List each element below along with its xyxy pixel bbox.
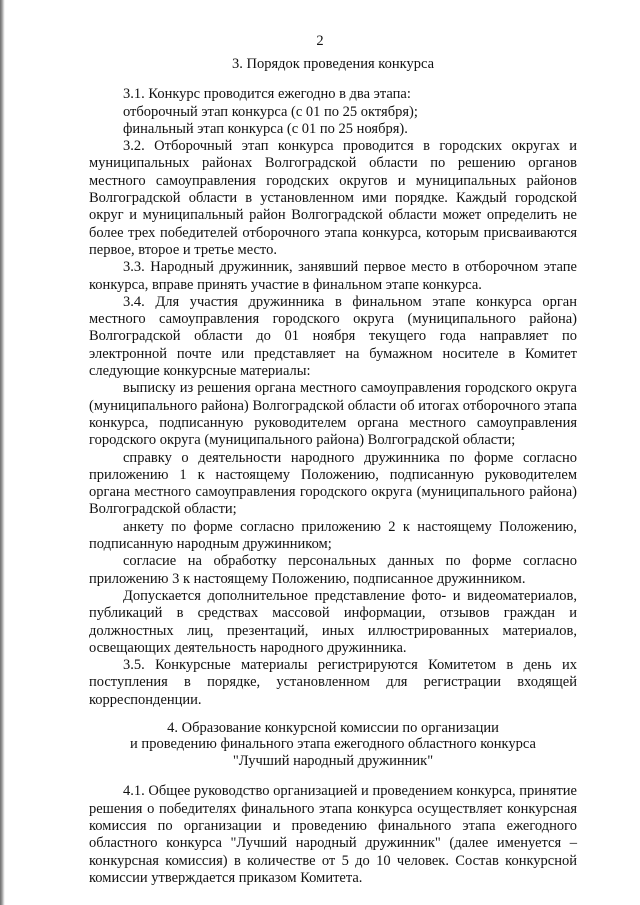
paragraph-3-1-stage-1: отборочный этап конкурса (с 01 по 25 октября); bbox=[123, 103, 418, 120]
paragraph-3-4-questionnaire: анкету по форме согласно приложению 2 к настоящему Положению, подписанную народным дружинником; bbox=[89, 518, 577, 553]
paragraph-3-3: 3.3. Народный дружинник, занявший первое место в отборочном этапе конкурса, вправе принять участие в финальном этапе конкурса. bbox=[89, 259, 577, 293]
paragraph-3-1-stage-2: финальный этап конкурса (с 01 по 25 ноября). bbox=[123, 120, 408, 137]
scan-edge-shadow bbox=[0, 0, 5, 905]
section-4-heading-line: 4. Образование конкурсной комиссии по организации bbox=[167, 719, 499, 736]
section-4-heading-line: и проведению финального этапа ежегодного областного конкурса bbox=[130, 736, 536, 753]
page-number: 2 bbox=[316, 33, 324, 49]
section-4-heading bbox=[89, 720, 577, 770]
paragraph-3-4-consent: согласие на обработку персональных данных по форме согласно приложению 3 к настоящему Положению, подписанное дружинником. bbox=[89, 553, 577, 587]
paragraph-3-1: 3.1. Конкурс проводится ежегодно в два этапа: bbox=[123, 86, 411, 103]
section-3-heading: 3. Порядок проведения конкурса bbox=[231, 56, 435, 72]
paragraph-3-4-extract: выписку из решения органа местного самоуправления городского округа (муниципального района) Волгоградской области об итогах отборочного этапа конкурса, подписанную руководителем органа местного самоуправления городского округа (муниципального района) Волгоградской области; bbox=[89, 380, 577, 449]
paragraph-3-4-certificate: справку о деятельности народного дружинника по форме согласно приложению 1 к настоящему Положению, подписанную руководителем органа местного самоуправления городского округа (муниципального района) Волгоградской области; bbox=[89, 449, 577, 518]
paragraph-3-5: 3.5. Конкурсные материалы регистрируются Комитетом в день их поступления в порядке, установленном для регистрации входящей корреспонденции. bbox=[89, 657, 577, 708]
paragraph-3-4: 3.4. Для участия дружинника в финальном этапе конкурса орган местного самоуправления городского округа (муниципального района) Волгоградской области до 01 ноября текущего года направляет по электронной почте или представляет на бумажном носителе в Комитет следующие конкурсные материалы: bbox=[89, 293, 577, 380]
paragraph-4-1: 4.1. Общее руководство организацией и проведением конкурса, принятие решения о победителях финального этапа конкурса осуществляет конкурсная комиссия по организации и проведению финального этапа ежегодного областного конкурса "Лучший народный дружинник" (далее именуется – конкурсная комиссия) в количестве от 5 до 10 человек. Состав конкурсной комиссии утверждается приказом Комитета. bbox=[89, 783, 577, 886]
document-body bbox=[89, 56, 577, 887]
paragraph-3-4-additional: Допускается дополнительное представление фото- и видеоматериалов, публикаций в средствах массовой информации, отзывов граждан и должностных лиц, презентаций, иных иллюстрированных материалов, освещающих деятельность народного дружинника. bbox=[89, 587, 577, 656]
paragraph-3-2: 3.2. Отборочный этап конкурса проводится в городских округах и муниципальных районах Волгоградской области по решению органов местного самоуправления городских округов и муниципальных районов Волгоградской области в установленном ими порядке. Каждый городской округ и муниципальный район Волгоградской области может определить не более трех победителей отборочного этапа конкурса, которым присваиваются первое, второе и третье место. bbox=[89, 138, 577, 258]
section-4-heading-line: "Лучший народный дружинник" bbox=[232, 752, 434, 769]
